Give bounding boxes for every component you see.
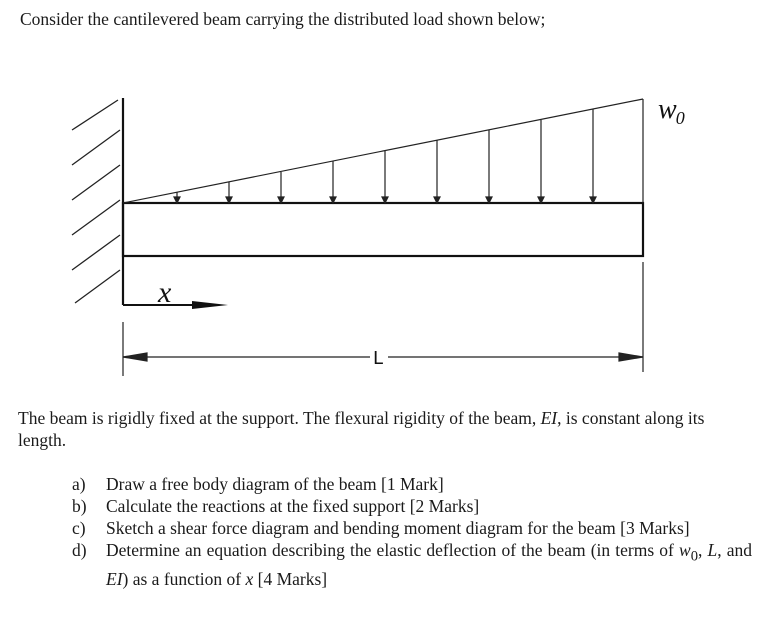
task-list	[72, 473, 752, 590]
load-label: w0	[658, 94, 685, 128]
beam-description: The beam is rigidly fixed at the support. The flexural rigidity of the beam, EI, is constant along its length.	[18, 408, 705, 450]
length-label: L	[373, 348, 384, 369]
beam	[123, 203, 643, 256]
intro-sentence: Consider the cantilevered beam carrying the distributed load shown below;	[20, 9, 546, 29]
position-label: x	[158, 276, 172, 309]
task-item: d) Determine an equation describing the elastic deflection of the beam (in terms of $w_0$, L, and EI) as a function of x [4 Marks]	[72, 540, 753, 589]
task-item: a) Draw a free body diagram of the beam [1 Mark]	[72, 474, 444, 494]
task-item: c) Sketch a shear force diagram and bending moment diagram for the beam [3 Marks]	[72, 518, 690, 538]
fixed-support-hatching	[72, 100, 120, 303]
distributed-load	[123, 99, 643, 203]
task-item: b) Calculate the reactions at the fixed support [2 Marks]	[72, 496, 480, 516]
